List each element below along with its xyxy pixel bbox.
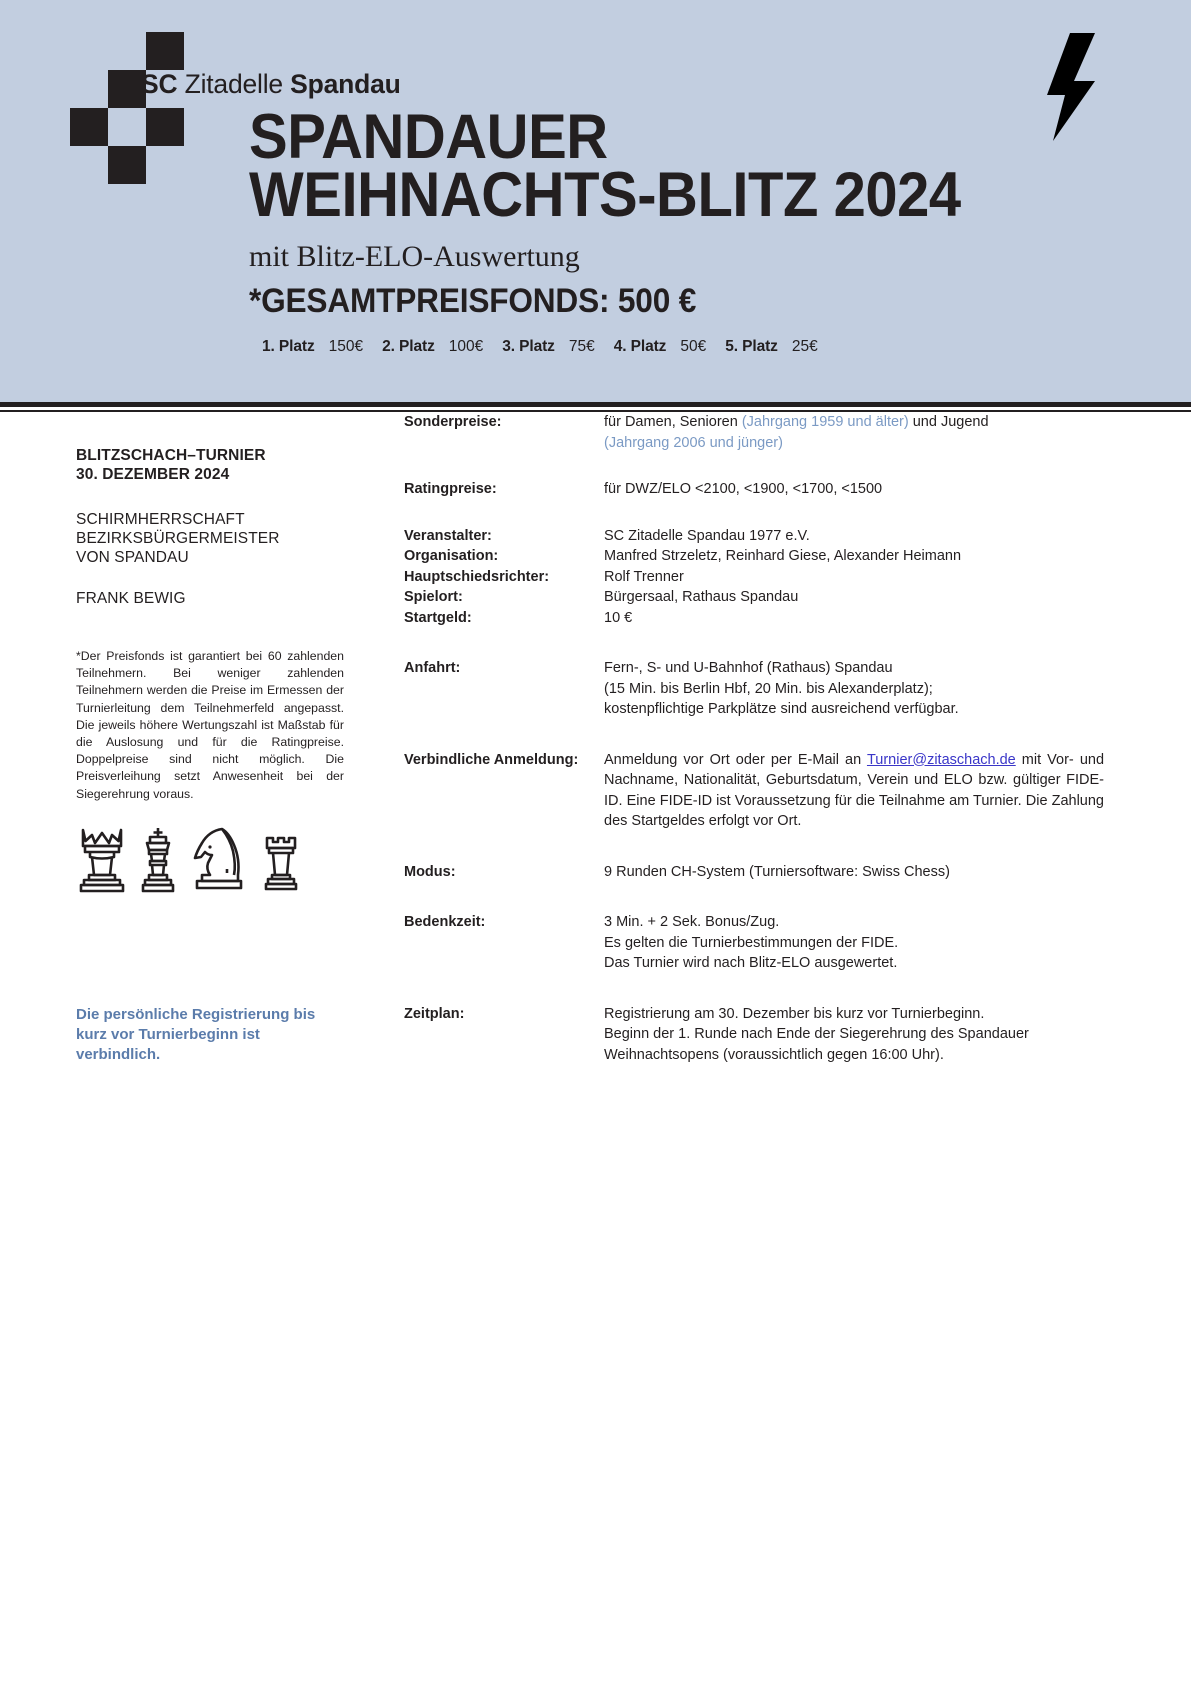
- value-organisation: Manfred Strzeletz, Reinhard Giese, Alexander Heimann: [604, 548, 962, 564]
- patronage-line-3: VON SPANDAU: [76, 549, 189, 566]
- row-anfahrt: [404, 658, 1104, 720]
- tournament-heading: [76, 446, 344, 484]
- patronage-line-2: BEZIRKSBÜRGERMEISTER: [76, 530, 280, 547]
- patronage-line-1: SCHIRMHERRSCHAFT: [76, 511, 245, 528]
- row-modus: [404, 862, 1104, 883]
- tournament-heading-line-2: 30. DEZEMBER 2024: [76, 466, 230, 483]
- anfahrt-line-3: kostenpflichtige Parkplätze sind ausreichend verfügbar.: [604, 701, 959, 717]
- prize-place-4-label: 4. Platz: [613, 338, 667, 355]
- patronage-block: [76, 510, 344, 567]
- poster-title-block: [249, 102, 1149, 320]
- prize-place-2-label: 2. Platz: [382, 338, 435, 355]
- row-spielort: [404, 587, 1104, 608]
- label-sonderpreise: Sonderpreise:: [404, 414, 502, 430]
- club-name-sc: SC: [141, 69, 178, 99]
- sonderpreise-text-1: für Damen, Senioren: [604, 414, 742, 430]
- poster-header-banner: [0, 0, 1191, 402]
- club-name: [141, 69, 401, 100]
- value-hauptschiedsrichter: Rolf Trenner: [604, 568, 684, 585]
- label-anmeldung: Verbindliche Anmeldung:: [404, 751, 579, 768]
- registration-note: Die persönliche Registrierung bis kurz vor Turnierbeginn ist verbindlich.: [76, 1005, 316, 1063]
- row-startgeld: [404, 608, 1104, 629]
- label-zeitplan: Zeitplan:: [404, 1005, 465, 1022]
- row-anmeldung: [404, 750, 1104, 832]
- row-zeitplan: [404, 1004, 1104, 1066]
- prize-places-list: [262, 338, 837, 356]
- row-sonderpreise: [404, 412, 1104, 453]
- prize-place-3: [502, 338, 595, 356]
- value-modus: 9 Runden CH-System (Turniersoftware: Swiss Chess): [604, 863, 950, 880]
- zeitplan-line-1: Registrierung am 30. Dezember bis kurz vor Turnierbeginn.: [604, 1005, 985, 1022]
- label-hauptschiedsrichter: Hauptschiedsrichter:: [404, 568, 550, 585]
- bedenkzeit-line-2: Es gelten die Turnierbestimmungen der FIDE.: [604, 934, 899, 951]
- value-anfahrt: [604, 658, 1104, 720]
- prize-place-3-label: 3. Platz: [502, 338, 555, 355]
- bedenkzeit-line-1: 3 Min. + 2 Sek. Bonus/Zug.: [604, 914, 780, 930]
- bedenkzeit-line-3: Das Turnier wird nach Blitz-ELO ausgewertet.: [604, 955, 898, 971]
- prize-place-5-amount: 25€: [791, 338, 818, 355]
- row-organisation: [404, 546, 1104, 567]
- prize-place-2: [382, 338, 483, 356]
- anmeldung-text-1: Anmeldung vor Ort oder per E-Mail an: [604, 751, 867, 768]
- patron-name: FRANK BEWIG: [76, 590, 186, 607]
- value-sonderpreise: [604, 412, 1104, 453]
- queen-piece-icon: [76, 827, 128, 893]
- prize-place-2-amount: 100€: [448, 338, 484, 355]
- row-bedenkzeit: [404, 912, 1104, 974]
- label-modus: Modus:: [404, 863, 456, 880]
- left-column: [76, 446, 344, 1065]
- value-startgeld: 10 €: [604, 609, 633, 626]
- anfahrt-line-2: (15 Min. bis Berlin Hbf, 20 Min. bis Alexanderplatz);: [604, 680, 933, 697]
- prize-fund-footnote: *Der Preisfonds ist garantiert bei 60 zahlenden Teilnehmern. Bei weniger zahlenden Teilnehmern werden die Preise im Ermessen der Turnierleitung dem Teilnehmerfeld angepasst. Die jeweils höhere Wertungszahl ist Maßstab für die Auslosung und für die Ratingpreise. Doppelpreise sind nicht möglich. Die Preisverleihung setzt Anwesenheit bei der Siegerehrung voraus.: [76, 649, 344, 801]
- right-column: [404, 412, 1104, 1065]
- header-divider-thick: [0, 402, 1191, 407]
- title-line-2: WEIHNACHTS-BLITZ 2024: [249, 160, 961, 230]
- value-bedenkzeit: [604, 912, 1104, 974]
- label-organisation: Organisation:: [404, 548, 499, 564]
- value-zeitplan: [604, 1004, 1104, 1066]
- anmeldung-email-link[interactable]: Turnier@zitaschach.de: [866, 751, 1016, 768]
- prize-place-1-label: 1. Platz: [262, 338, 315, 355]
- label-veranstalter: Veranstalter:: [404, 527, 492, 544]
- value-veranstalter: SC Zitadelle Spandau 1977 e.V.: [604, 527, 810, 544]
- row-hauptschiedsrichter: [404, 567, 1104, 588]
- prize-place-5: [725, 338, 818, 356]
- value-anmeldung: [604, 750, 1104, 832]
- sonderpreise-text-2: und Jugend: [908, 414, 989, 430]
- anmeldung-text-2: mit Vor- und Nachname, Nationalität, Geburtsdatum, Verein und ELO bzw. gültiger FIDE-ID. Eine FIDE-ID ist Voraussetzung für die Teilnahme am Turnier. Die Zahlung des Startgeldes erfolgt vor Ort.: [604, 751, 1105, 829]
- value-spielort: Bürgersaal, Rathaus Spandau: [604, 589, 799, 605]
- king-piece-icon: [140, 827, 176, 893]
- label-anfahrt: Anfahrt:: [404, 660, 461, 676]
- label-spielort: Spielort:: [404, 589, 463, 605]
- knight-piece-icon: [188, 827, 250, 893]
- tournament-heading-line-1: BLITZSCHACH–TURNIER: [76, 447, 266, 464]
- title-line-1: SPANDAUER: [249, 102, 608, 172]
- label-ratingpreise: Ratingpreise:: [404, 481, 497, 497]
- sonderpreise-youth-note: (Jahrgang 2006 und jünger): [604, 434, 783, 451]
- sonderpreise-senior-note: (Jahrgang 1959 und älter): [741, 414, 909, 430]
- prize-place-1-amount: 150€: [328, 338, 364, 355]
- label-bedenkzeit: Bedenkzeit:: [404, 914, 486, 930]
- prize-place-3-amount: 75€: [568, 338, 595, 355]
- prize-place-4: [614, 338, 707, 356]
- zeitplan-line-3: Weihnachtsopens (voraussichtlich gegen 16:00 Uhr).: [604, 1046, 944, 1063]
- poster-subtitle: mit Blitz-ELO-Auswertung: [249, 240, 580, 273]
- row-ratingpreise: [404, 479, 1104, 500]
- zeitplan-line-2: Beginn der 1. Runde nach Ende der Siegerehrung des Spandauer: [604, 1026, 1029, 1042]
- prize-place-4-amount: 50€: [680, 338, 707, 355]
- club-name-spandau: Spandau: [290, 69, 401, 99]
- prize-fund-total: *GESAMTPREISFONDS: 500 €: [249, 282, 697, 320]
- club-logo-checkerboard: [70, 32, 186, 172]
- label-startgeld: Startgeld:: [404, 609, 472, 626]
- club-name-zitadelle: Zitadelle: [184, 69, 283, 99]
- anfahrt-line-1: Fern-, S- und U-Bahnhof (Rathaus) Spandau: [604, 660, 893, 676]
- chess-pieces-illustration: [76, 827, 344, 893]
- prize-place-5-label: 5. Platz: [725, 338, 778, 355]
- value-ratingpreise: für DWZ/ELO <2100, <1900, <1700, <1500: [604, 481, 883, 497]
- rook-piece-icon: [262, 835, 300, 893]
- prize-place-1: [262, 338, 363, 356]
- row-veranstalter: [404, 526, 1104, 547]
